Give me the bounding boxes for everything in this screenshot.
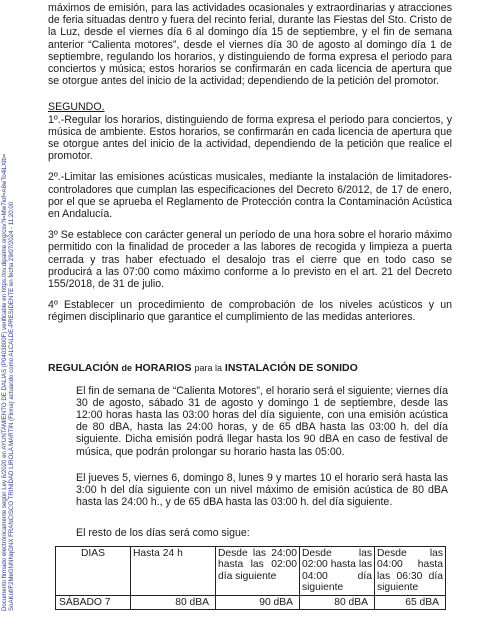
title-part: para la [194, 362, 222, 373]
table-cell: 80 dBA [300, 595, 375, 609]
table-header-cell: Desde las 04:00 hasta las 06:30 día siguiente [375, 547, 446, 596]
segundo-heading: SEGUNDO. [48, 101, 105, 114]
item-2-paragraph: 2º.-Limitar las emisiones acústicas musicales, mediante la instalación de limitadores-controladores que cumplan las especificaciones del Decreto 6/2012, de 17 de enero, por el que se aprueba el Reglamento de Protección contra la Contaminación Acústica en Andalucía. [48, 171, 452, 221]
signature-line: SoAKof/F2MeGNNNqGNX FRANCISCO TRINIDAD LIROLA MARTIN (Firma) actuando como ALCALDE-PRESIDENTE en fecha 29/07/2024 - 11:20:00 [8, 201, 16, 611]
signature-line: Documento firmado electrónicamente según Ley 6/2020 en AYUNTAMIENTO DE DALIAS (P0403800F) verificable en https://ov.dipalme.org/csv?i=Mw7iof=A8wTo4iLXlb= [1, 153, 8, 611]
item-1-paragraph: 1º.-Regular los horarios, distinguiendo de forma expresa el periodo para conciertos, y música de ambiente. Estos horarios, se confirmarán en cada licencia de apertura que se otorgue antes del inicio de la actividad, dependiendo de la petición que realice el promotor. [48, 113, 452, 163]
table-header-cell: Desde las 02:00 hasta las 04:00 día siguiente [300, 547, 375, 596]
fiestas-paragraph: El fin de semana de “Calienta Motores”, el horario será el siguiente; viernes día 30 de agosto, sábado 31 de agosto y domingo 1 de septiembre, desde las 12:00 horas hasta las 03:00 horas del día siguiente, con una emisión acústica de 80 dBA, hasta las 24:00 horas, y de 65 dBA hasta las 03:00 h. del día siguiente. Dicha emisión podrá llegar hasta los 90 dBA en caso de festival de música, que podrán prolongar su horario hasta las 05:00. [76, 384, 448, 458]
table-cell: 65 dBA [375, 595, 446, 609]
table-header-cell: Desde las 24:00 hasta las 02:00 día siguiente [216, 547, 300, 596]
title-part: REGULACIÓN [48, 361, 119, 374]
jueves-paragraph: El jueves 5, viernes 6, domingo 8, lunes 9 y martes 10 el horario será hasta las 3:00 h del día siguiente con un nivel máximo de emisión acústica de 80 dBA hasta las 24:00 h., y de 65 dBA hasta las 03:00 h. del día siguiente. [76, 471, 448, 509]
table-cell: 80 dBA [131, 595, 216, 609]
title-part: HORARIOS [134, 361, 192, 374]
table-row [56, 595, 446, 609]
table-header-cell: Hasta 24 h [131, 547, 216, 596]
document-body [48, 0, 452, 539]
table-header-row [56, 547, 446, 596]
intro-paragraph: máximos de emisión, para las actividades ocasionales y extraordinarias y atracciones de feria situadas dentro y fuera del recinto ferial, durante las Fiestas del Sto. Cristo de la Luz, desde el viernes día 6 al domingo día 15 de septiembre, y el fin de semana anterior “Calienta motores”, desde el viernes día 30 de agosto al domingo día 1 de septiembre, regulando los horarios, y distinguiendo de forma expresa el periodo para conciertos y música; estos horarios se confirmarán en cada licencia de apertura que se otorgue antes del inicio de la actividad; dependiendo de la petición del promotor. [48, 2, 452, 88]
section-title [48, 362, 452, 375]
table-cell: 90 dBA [216, 595, 300, 609]
item-4-paragraph: 4º Establecer un procedimiento de comprobación de los niveles acústicos y un régimen disciplinario que garantice el cumplimiento de las medidas anteriores. [48, 299, 452, 324]
signature-sidebar [1, 36, 43, 611]
table-cell: SÁBADO 7 [56, 595, 131, 609]
schedule-table [55, 546, 446, 610]
table-header-cell: DIAS [56, 547, 131, 596]
title-part: de [121, 362, 133, 373]
resto-paragraph: El resto de los días será como sigue: [76, 526, 250, 539]
item-3-paragraph: 3º Se establece con carácter general un período de una hora sobre el horario máximo permitido con la finalidad de proceder a las labores de recogida y limpieza a puerta cerrada y tras haber efectuado el desalojo tras el cierre que en todo caso se producirá a las 07:00 como máximo conforme a lo previsto en el art. 21 del Decreto 155/2018, de 31 de julio. [48, 229, 452, 291]
title-part: INSTALACIÓN DE SONIDO [224, 361, 358, 374]
